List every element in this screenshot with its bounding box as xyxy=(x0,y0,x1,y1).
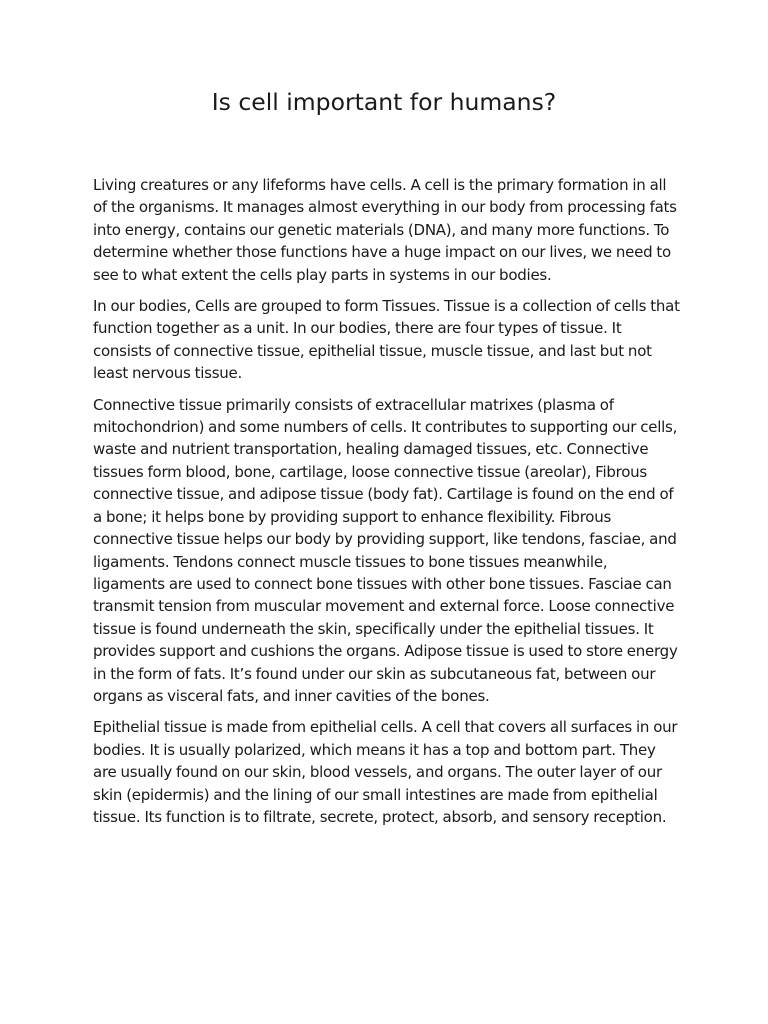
paragraph-connective-tissue: Connective tissue primarily consists of extracellular matrixes (plasma of mitochondrion) and some numbers of cells. It contributes to supporting our cells, waste and nutrient transportation, healing damaged tissues, etc. Connective tissues form blood, bone, cartilage, loose connective tissue (areolar), Fibrous connective tissue, and adipose tissue (body fat). Cartilage is found on the end of a bone; it helps bone by providing support to enhance flexibility. Fibrous connective tissue helps our body by providing support, like tendons, fasciae, and ligaments. Tendons connect muscle tissues to bone tissues meanwhile, ligaments are used to connect bone tissues with other bone tissues. Fasciae can transmit tension from muscular movement and external force. Loose connective tissue is found underneath the skin, specifically under the epithelial tissues. It provides support and cushions the organs. Adipose tissue is used to store energy in the form of fats. It’s found under our skin as subcutaneous fat, between our organs as visceral fats, and inner cavities of the bones. xyxy=(93,395,678,705)
page-title: Is cell important for humans? xyxy=(211,88,557,116)
paragraph-epithelial-tissue: Epithelial tissue is made from epithelial cells. A cell that covers all surfaces in our bodies. It is usually polarized, which means it has a top and bottom part. They are usually found on our skin, blood vessels, and organs. The outer layer of our skin (epidermis) and the lining of our small intestines are made from epithelial tissue. Its function is to filtrate, secrete, protect, absorb, and sensory reception. xyxy=(93,718,678,826)
document-body xyxy=(93,174,683,837)
paragraph-tissues: In our bodies, Cells are grouped to form Tissues. Tissue is a collection of cells that function together as a unit. In our bodies, there are four types of tissue. It consists of connective tissue, epithelial tissue, muscle tissue, and last but not least nervous tissue. xyxy=(93,297,680,383)
paragraph-intro: Living creatures or any lifeforms have cells. A cell is the primary formation in all of the organisms. It manages almost everything in our body from processing fats into energy, contains our genetic materials (DNA), and many more functions. To determine whether those functions have a huge impact on our lives, we need to see to what extent the cells play parts in systems in our bodies. xyxy=(93,176,677,284)
